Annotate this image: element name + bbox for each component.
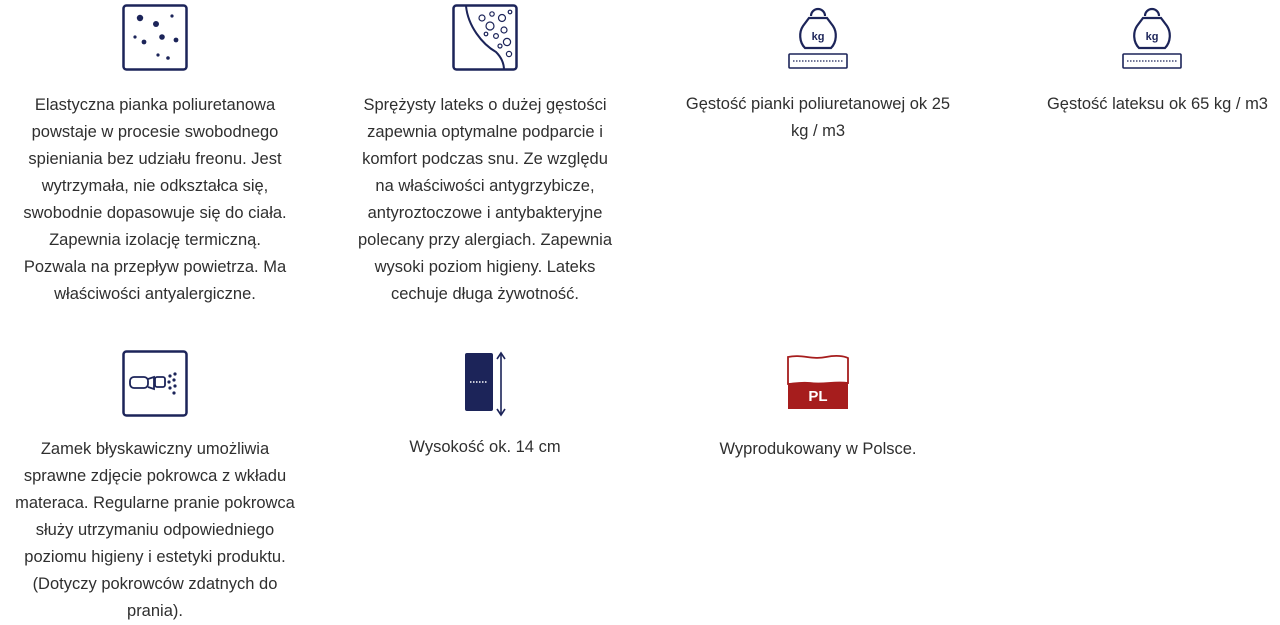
text-line: poziomu higieny i estetyki produktu. [24, 548, 286, 566]
feature-latex-density-description [996, 91, 1268, 118]
text-line: Wyprodukowany w Polsce. [719, 440, 917, 458]
text-line: materaca. Regularne pranie pokrowca [15, 494, 295, 512]
feature-made-in-poland-description [663, 436, 973, 463]
text-line: kg / m3 [790, 122, 846, 140]
text-line: Pozwala na przepływ powietrza. Ma [23, 258, 287, 276]
text-line: Gęstość lateksu ok 65 kg / m3 [1046, 95, 1268, 113]
feature-foam [0, 0, 310, 320]
text-line: Sprężysty lateks o dużej gęstości [363, 96, 607, 114]
text-line: sprawne zdjęcie pokrowca z wkładu [23, 467, 287, 485]
feature-foam-density-description [663, 91, 973, 145]
text-line: Zamek błyskawiczny umożliwia [40, 440, 270, 458]
text-line: Elastyczna pianka poliuretanowa [34, 96, 276, 114]
feature-latex-description [330, 92, 640, 308]
text-line: wytrzymała, nie odkształca się, [41, 177, 269, 195]
feature-zipper [0, 348, 310, 624]
kg-label: kg [1145, 31, 1159, 43]
text-line: na właściwości antygrzybicze, [375, 177, 595, 195]
latex-icon [452, 4, 518, 72]
text-line: służy utrzymaniu odpowiedniego [35, 521, 275, 539]
text-line: Gęstość pianki poliuretanowej ok 25 [685, 95, 951, 113]
text-line: wysoki poziom higieny. Lateks [374, 258, 596, 276]
feature-zipper-description [0, 436, 310, 625]
text-line: swobodnie dopasowuje się do ciała. [23, 204, 287, 222]
text-line: prania). [127, 602, 183, 620]
zipper-icon [122, 350, 188, 418]
foam-icon [122, 4, 188, 72]
text-line: spieniania bez udziału freonu. Jest [28, 150, 282, 168]
pl-label: PL [808, 388, 828, 405]
text-line: antyroztoczowe i antybakteryjne [367, 204, 603, 222]
feature-made-in-poland [663, 348, 973, 478]
feature-foam-density [663, 0, 973, 160]
feature-latex-density [996, 0, 1280, 130]
feature-height [330, 348, 640, 478]
text-line: właściwości antyalergiczne. [54, 285, 256, 303]
text-line: komfort podczas snu. Ze względu [362, 150, 608, 168]
text-line: Zapewnia izolację termiczną. [49, 231, 261, 249]
text-line: polecany przy alergiach. Zapewnia [357, 231, 613, 249]
text-line: zapewnia optymalne podparcie i [367, 123, 603, 141]
feature-foam-description [0, 92, 310, 308]
latex-density-icon [1121, 6, 1183, 72]
foam-density-icon [787, 6, 849, 72]
text-line: (Dotyczy pokrowców zdatnych do [32, 575, 278, 593]
text-line: cechuje długa żywotność. [390, 285, 580, 303]
feature-height-description [330, 434, 640, 461]
feature-latex [330, 0, 640, 320]
kg-label: kg [811, 31, 825, 43]
height-icon [461, 350, 509, 418]
text-line: Wysokość ok. 14 cm [409, 438, 561, 456]
poland-flag-icon [786, 354, 850, 412]
text-line: powstaje w procesie swobodnego [31, 123, 279, 141]
